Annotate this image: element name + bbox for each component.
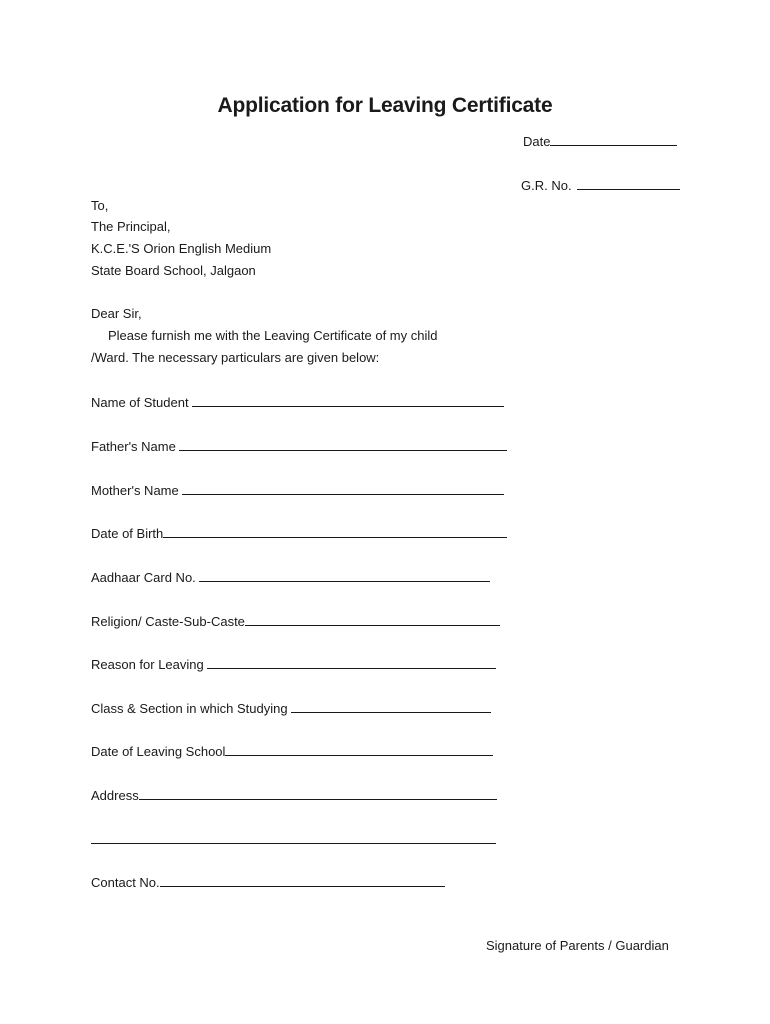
field-input-line[interactable]	[182, 481, 504, 495]
field-input-line[interactable]	[192, 393, 504, 407]
body-line-1: Please furnish me with the Leaving Certificate of my child	[108, 328, 438, 343]
field-input-line[interactable]	[225, 742, 493, 756]
field-input-line[interactable]	[207, 655, 496, 669]
field-address	[91, 786, 497, 804]
field-label: Reason for Leaving	[91, 657, 204, 672]
field-religion	[91, 612, 500, 630]
date-label: Date	[523, 134, 551, 149]
field-input-line[interactable]	[291, 699, 491, 713]
field-input-line[interactable]	[160, 873, 445, 887]
field-label: Religion/ Caste-Sub-Caste	[91, 614, 245, 629]
field-father-name	[91, 437, 507, 455]
signature-label: Signature of Parents / Guardian	[486, 938, 669, 953]
field-class-section	[91, 699, 491, 717]
address-line-2: K.C.E.'S Orion English Medium	[91, 241, 272, 256]
field-label: Date of Birth	[91, 526, 164, 541]
address-to: To,	[91, 198, 109, 213]
gr-label: G.R. No.	[521, 178, 572, 193]
field-input-line[interactable]	[163, 524, 507, 538]
address-line-1: The Principal,	[91, 219, 171, 234]
form-title: Application for Leaving Certificate	[217, 94, 553, 117]
field-label: Name of Student	[91, 395, 189, 410]
field-aadhaar	[91, 568, 490, 586]
gr-field	[521, 176, 680, 194]
field-input-line[interactable]	[139, 786, 497, 800]
field-label: Class & Section in which Studying	[91, 701, 288, 716]
field-label: Contact No.	[91, 875, 160, 890]
field-label: Address	[91, 788, 139, 803]
address-line-3: State Board School, Jalgaon	[91, 263, 256, 278]
field-label: Aadhaar Card No.	[91, 570, 196, 585]
date-field	[523, 132, 677, 150]
salutation: Dear Sir,	[91, 306, 142, 321]
field-reason	[91, 655, 496, 673]
field-mother-name	[91, 481, 504, 499]
field-input-line[interactable]	[245, 612, 500, 626]
field-dob	[91, 524, 507, 542]
field-leaving-date	[91, 742, 493, 760]
field-label: Date of Leaving School	[91, 744, 226, 759]
field-label: Mother's Name	[91, 483, 179, 498]
address-continuation-line[interactable]	[91, 842, 496, 844]
field-contact	[91, 873, 445, 891]
field-label: Father's Name	[91, 439, 176, 454]
field-input-line[interactable]	[199, 568, 490, 582]
field-input-line[interactable]	[179, 437, 507, 451]
field-student-name	[91, 393, 504, 411]
gr-input-line[interactable]	[577, 176, 680, 190]
date-input-line[interactable]	[550, 132, 677, 146]
body-line-2: /Ward. The necessary particulars are given below:	[91, 350, 380, 365]
